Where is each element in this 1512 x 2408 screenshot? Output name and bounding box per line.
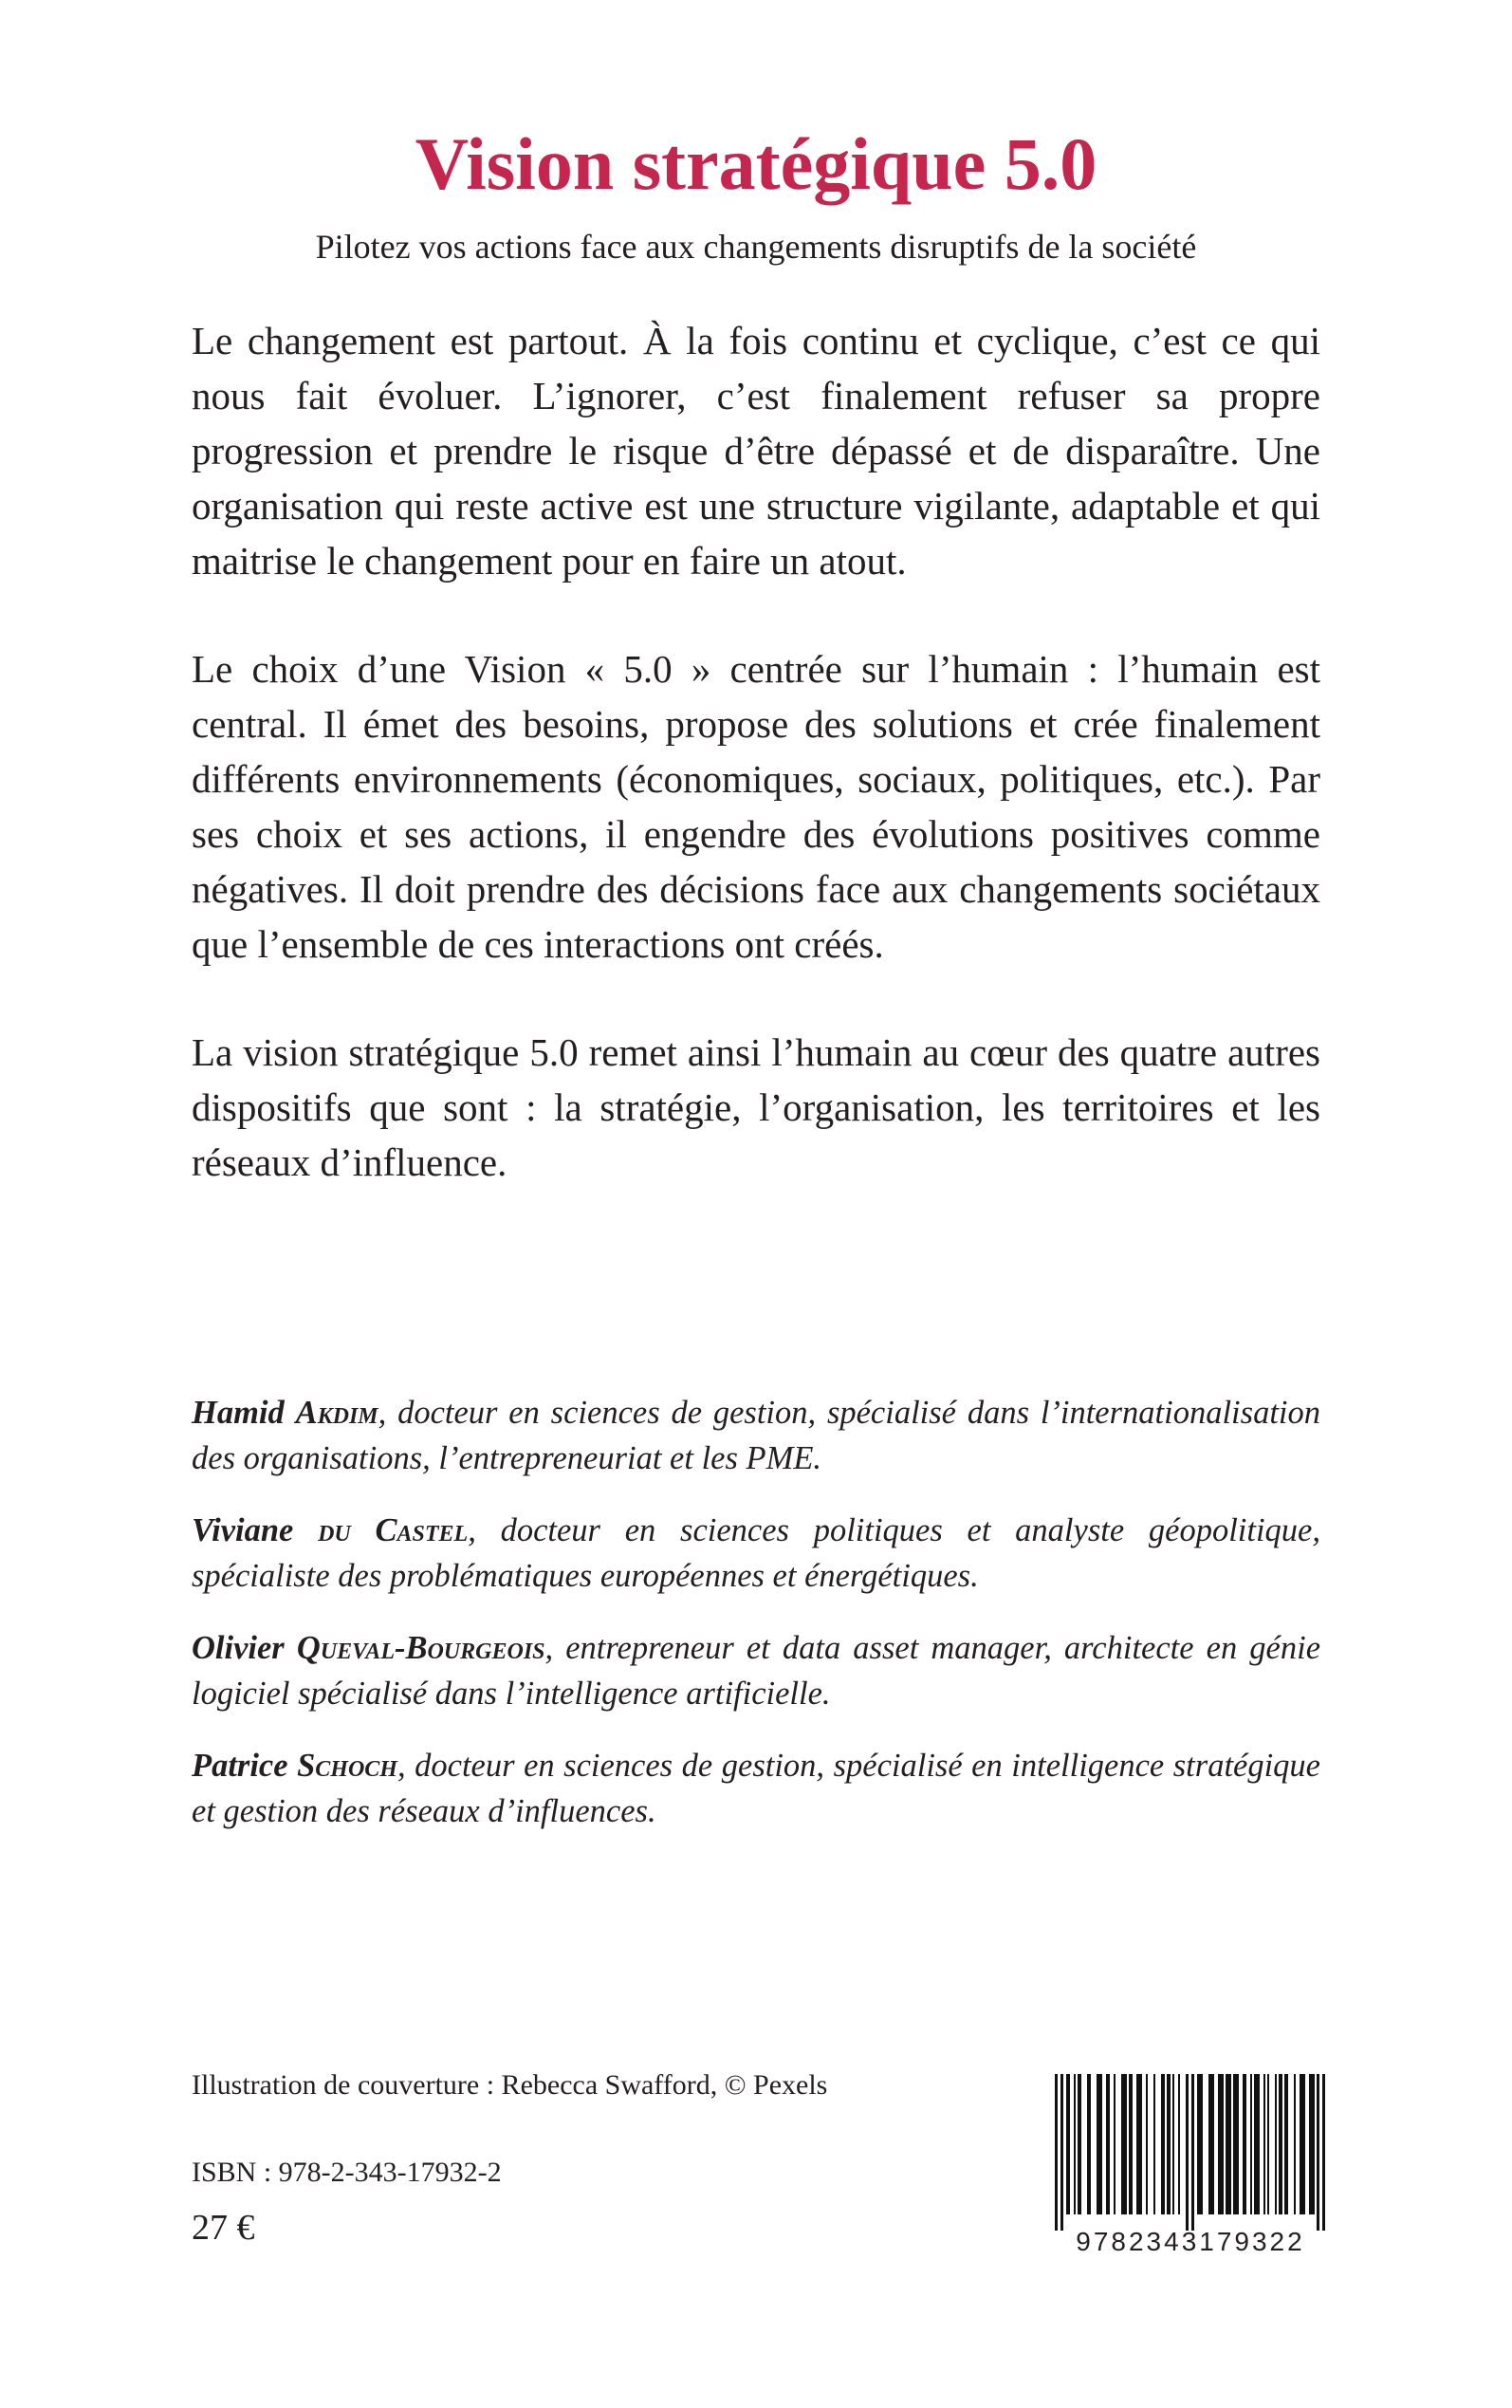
barcode-bar xyxy=(1250,2074,1252,2214)
barcode-guard-bar xyxy=(1317,2074,1319,2231)
cover-illustration-credit: Illustration de couverture : Rebecca Swafford, © Pexels xyxy=(192,2069,828,2101)
author-description: , docteur en sciences de gestion, spécialisé dans l’internationalisation des organisations, l’entrepreneuriat et les PME. xyxy=(192,1395,1320,1476)
barcode-bar xyxy=(1114,2074,1116,2214)
barcode-guard-bar xyxy=(1060,2074,1063,2231)
price: 27 € xyxy=(192,2208,255,2248)
blurb-paragraph: Le changement est partout. À la fois continu et cyclique, c’est ce qui nous fait évoluer. L’ignorer, c’est finalement refuser sa propre progression et prendre le risque d’être dépassé et de disparaître. Une organisation qui reste active est une structure vigilante, adaptable et qui maitrise le changement pour en faire un atout. xyxy=(192,319,1320,583)
barcode-bar xyxy=(1167,2074,1171,2214)
barcode-bar xyxy=(1153,2074,1155,2214)
author-last-name: Akdim xyxy=(295,1395,378,1431)
barcode-bar xyxy=(1106,2074,1110,2214)
barcode-bar xyxy=(1226,2074,1231,2214)
author-description: , docteur en sciences de gestion, spécialisé en intelligence stratégique et gestion des réseaux d’influences. xyxy=(192,1748,1320,1829)
barcode-bar xyxy=(1172,2074,1174,2214)
blurb-paragraph: La vision stratégique 5.0 remet ainsi l’humain au cœur des quatre autres dispositifs que sont : la stratégie, l’organisation, les territoires et les réseaux d’influence. xyxy=(192,1030,1320,1184)
blurb-paragraph: Le choix d’une Vision « 5.0 » centrée sur l’humain : l’humain est central. Il émet des besoins, propose des solutions et crée finalement différents environnements (économiques, sociaux, politiques, etc.). Par ses choix et ses actions, il engendre des évolutions positives comme négatives. Il doit prendre des décisions face aux changements sociétaux que l’ensemble de ces interactions ont créés. xyxy=(192,647,1320,966)
barcode-bar xyxy=(1087,2074,1091,2214)
author-first-name: Viviane xyxy=(192,1512,294,1548)
barcode-bar xyxy=(1074,2074,1076,2214)
barcode-bar xyxy=(1129,2074,1133,2214)
barcode-bar xyxy=(1097,2074,1102,2214)
barcode-bar xyxy=(1279,2074,1282,2214)
barcode-bar xyxy=(1263,2074,1265,2214)
barcode-digits: 9782343179322 xyxy=(1076,2227,1305,2256)
barcode-bar xyxy=(1121,2074,1127,2214)
barcode-bar xyxy=(1243,2074,1246,2214)
barcode-bar xyxy=(1300,2074,1305,2214)
barcode-bar xyxy=(1208,2074,1214,2214)
barcode-bar xyxy=(1078,2074,1081,2214)
barcode-bars xyxy=(1053,2074,1328,2231)
barcode-bar xyxy=(1275,2074,1277,2214)
barcode-bar xyxy=(1218,2074,1224,2214)
book-subtitle: Pilotez vos actions face aux changements disruptifs de la société xyxy=(315,228,1197,266)
barcode-bar xyxy=(1136,2074,1142,2214)
barcode-bar xyxy=(1309,2074,1315,2214)
author-first-name: Olivier xyxy=(192,1630,285,1666)
author-bio xyxy=(192,1743,1320,1834)
author-last-name: Schoch xyxy=(297,1748,397,1784)
author-first-name: Patrice xyxy=(192,1748,288,1784)
barcode-guard-bar xyxy=(1322,2074,1325,2231)
barcode-guard-bar xyxy=(1191,2074,1194,2231)
barcode-bar xyxy=(1161,2074,1165,2214)
barcode-bar xyxy=(1284,2074,1288,2214)
isbn: ISBN : 978-2-343-17932-2 xyxy=(192,2157,502,2188)
author-bio xyxy=(192,1625,1320,1716)
barcode-bar xyxy=(1254,2074,1260,2214)
barcode-guard-bar xyxy=(1186,2074,1189,2231)
author-last-name: du Castel xyxy=(318,1512,469,1548)
blurb xyxy=(192,313,1320,1243)
barcode-bar xyxy=(1267,2074,1269,2214)
author-bio xyxy=(192,1508,1320,1599)
author-bio xyxy=(192,1390,1320,1481)
barcode-bar xyxy=(1066,2074,1070,2214)
author-first-name: Hamid xyxy=(192,1395,285,1431)
author-description: , entrepreneur et data asset manager, architecte en génie logiciel spécialisé dans l’intelligence artificielle. xyxy=(192,1630,1321,1712)
barcode-bar xyxy=(1146,2074,1148,2214)
book-title: Vision stratégique 5.0 xyxy=(415,122,1097,205)
author-description: , docteur en sciences politiques et analyste géopolitique, spécialiste des problématiques européennes et énergétiques. xyxy=(192,1512,1320,1594)
author-bios xyxy=(192,1390,1320,1861)
author-last-name: Queval-Bourgeois xyxy=(296,1630,545,1666)
barcode-bar xyxy=(1233,2074,1239,2214)
barcode-bar xyxy=(1178,2074,1180,2214)
barcode-bar xyxy=(1294,2074,1296,2214)
barcode xyxy=(1053,2074,1328,2264)
barcode-bar xyxy=(1197,2074,1203,2214)
barcode-guard-bar xyxy=(1055,2074,1058,2231)
